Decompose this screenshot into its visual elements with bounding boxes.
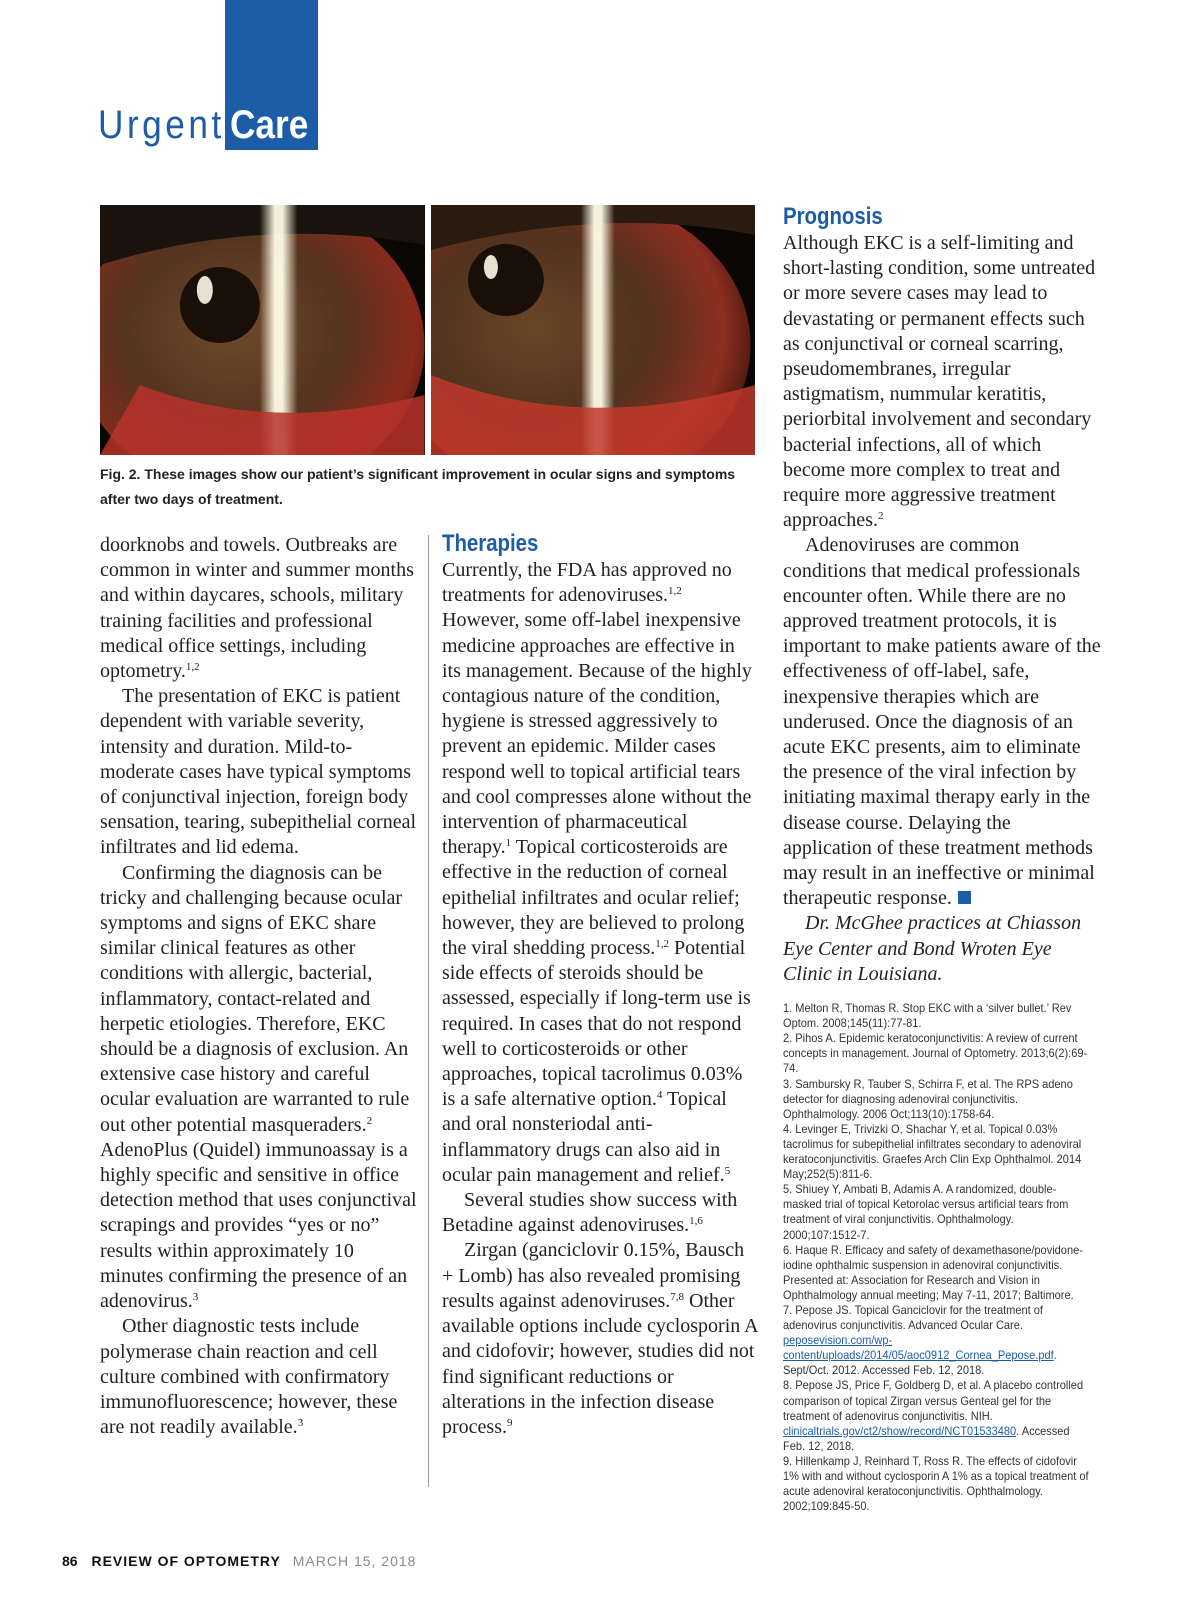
figure-eye-images <box>100 205 755 455</box>
citation: 1,2 <box>185 661 200 674</box>
text: Zirgan (ganciclovir 0.15%, Bausch + Lomb) has also revealed promising results against adenoviruses. <box>442 1239 745 1312</box>
issue-date: MARCH 15, 2018 <box>292 1553 417 1569</box>
paragraph: The presentation of EKC is patient dependent with variable severity, intensity and duration. Mild-to-moderate cases have typical symptoms of conjunctival injection, foreign body sensation, tearing, subepithelial corneal infiltrates and lid edema. <box>100 685 417 859</box>
heading-therapies: Therapies <box>442 530 539 557</box>
text: Confirming the diagnosis can be tricky and challenging because ocular symptoms and signs of EKC share similar clinical features as other conditions with allergic, bacterial, inflammatory, contact-related and herpetic etiologies. Therefore, EKC should be a diagnosis of exclusion. An extensive case history and careful ocular evaluation are warranted to rule out other potential masqueraders. <box>100 861 410 1136</box>
citation: 4 <box>656 1089 663 1102</box>
text: Potential side effects of steroids should be assessed, especially if long-term use is required. In cases that do not respond well to corticosteroids or other approaches, topical tacrolimus 0.03% is a safe alternative option. <box>442 937 751 1111</box>
text: Adenoviruses are common conditions that medical professionals encounter often. While there are no approved treatment protocols, it is important to make patients aware of the effectiveness of off-label, safe, inexpensive therapies which are underused. Once the diagnosis of an acute EKC presents, aim to eliminate the presence of the viral infection by initiating maximal therapy early in the disease course. Delaying the application of these treatment methods may result in an ineffective or minimal therapeutic response. <box>783 534 1101 910</box>
citation: 1,2 <box>668 585 682 598</box>
page-footer <box>62 1553 416 1569</box>
page-number: 86 <box>62 1553 78 1569</box>
text: Currently, the FDA has approved no treatments for adenoviruses. <box>442 559 732 607</box>
citation: 2 <box>366 1114 373 1127</box>
reference-item <box>783 1303 1089 1378</box>
paragraph <box>100 533 418 684</box>
citation: 1 <box>505 837 512 850</box>
magazine-name: REVIEW OF OPTOMETRY <box>91 1553 281 1569</box>
citation: 9 <box>506 1416 513 1429</box>
section-title-care: Care <box>230 103 309 147</box>
text: Although EKC is a self-limiting and short-lasting condition, some untreated or more severe cases may lead to devastating or permanent effects such as conjunctival or corneal scarring, pseudomembranes, irregular astigmatism, nummular keratitis, periorbital involvement and secondary bacterial infections, all of which become more complex to treat and require more aggressive treatment approaches. <box>783 232 1096 532</box>
reference-item: 9. Hillenkamp J, Reinhard T, Ross R. The effects of cidofovir 1% with and without cyclosporin A 1% as a topical treatment of acute adenoviral keratoconjunctivitis. Ophthalmology. 2002;109:845-50. <box>783 1453 1089 1514</box>
text: doorknobs and towels. Outbreaks are common in winter and summer months and within daycares, schools, military training facilities and professional medical office settings, including optometry. <box>100 534 414 683</box>
reference-item <box>783 1378 1089 1453</box>
reference-link[interactable]: clinicaltrials.gov/ct2/show/record/NCT01533480 <box>783 1423 1017 1438</box>
end-mark-icon <box>958 891 971 904</box>
citation: 1,6 <box>689 1215 703 1228</box>
reference-item: 5. Shiuey Y, Ambati B, Adamis A. A randomized, double-masked trial of topical Ketorolac versus artificial tears from treatment of viral conjunctivitis. Ophthalmology. 2000;107:1512-7. <box>783 1182 1069 1242</box>
reference-item: 3. Sambursky R, Tauber S, Schirra F, et al. The RPS adeno detector for diagnosing adenoviral conjunctivitis. Ophthalmology. 2006 Oct;113(10):1758-64. <box>783 1076 1073 1121</box>
citation: 7,8 <box>670 1290 685 1303</box>
paragraph <box>783 533 1103 911</box>
text: . Accessed Feb. 12, 2018. <box>783 1423 1070 1453</box>
citation: 5 <box>724 1164 731 1177</box>
reference-item: 2. Pihos A. Epidemic keratoconjunctivitis: A review of current concepts in management. Journal of Optometry. 2013;6(2):69-74. <box>783 1031 1088 1076</box>
reference-item: 6. Haque R. Efficacy and safety of dexamethasone/povidone-iodine ophthalmic suspension in adenoviral conjunctivitis. Presented at: Association for Research and Vision in Ophthalmology annual meeting; May 7-11, 2017; Baltimore. <box>783 1242 1083 1302</box>
paragraph <box>783 231 1103 533</box>
citation: 1,2 <box>655 938 670 951</box>
reference-link[interactable]: peposevision.com/wp-content/uploads/2014/05/aoc0912_Cornea_Pepose.pdf <box>783 1333 1054 1363</box>
text: Other diagnostic tests include polymerase chain reaction and cell culture combined with confirmatory immunofluorescence; however, these are not readily available. <box>100 1315 398 1439</box>
figure-caption: Fig. 2. These images show our patient’s significant improvement in ocular signs and symptoms after two days of treatment. <box>100 466 736 507</box>
reference-item: 4. Levinger E, Trivizki O, Shachar Y, et al. Topical 0.03% tacrolimus for subepithelial infiltrates secondary to adenoviral keratoconjunctivitis. Graefes Arch Clin Exp Ophthalmol. 2014 May;252(5):811-6. <box>783 1121 1082 1182</box>
text: 8. Pepose JS, Price F, Goldberg D, et al. A placebo controlled comparison of topical Zirgan versus Genteal gel for the treatment of adenovirus conjunctivitis. NIH. <box>783 1378 1084 1423</box>
eye-photo-left <box>100 205 425 455</box>
paragraph <box>442 558 758 1188</box>
paragraph <box>100 861 418 1315</box>
column-1 <box>100 533 418 1440</box>
text: . Sept/Oct. 2012. Accessed Feb. 12, 2018. <box>783 1348 1057 1378</box>
citation: 3 <box>192 1291 199 1304</box>
paragraph <box>442 1238 758 1440</box>
citation: 3 <box>297 1417 304 1430</box>
column-2 <box>442 530 758 1440</box>
section-title-urgent: Urgent <box>98 103 225 147</box>
references-list <box>783 1001 1089 1514</box>
heading-prognosis: Prognosis <box>783 203 883 230</box>
eye-photo-right <box>431 205 756 455</box>
text: Several studies show success with Betadine against adenoviruses. <box>442 1189 738 1237</box>
text: Topical and oral nonsteriodal anti-inflammatory drugs can also aid in ocular pain management and relief. <box>442 1088 727 1186</box>
text: 7. Pepose JS. Topical Ganciclovir for the treatment of adenovirus conjunctivitis. Advanced Ocular Care. <box>783 1302 1043 1333</box>
reference-item: 1. Melton R, Thomas R. Stop EKC with a ‘silver bullet.’ Rev Optom. 2008;145(11):77-81. <box>783 1001 1072 1031</box>
text: Other available options include cyclosporin A and cidofovir; however, studies did not find significant reductions or alterations in the infection disease process. <box>442 1289 758 1438</box>
column-divider <box>428 535 429 1487</box>
column-3 <box>783 203 1103 1514</box>
text: Topical corticosteroids are effective in the reduction of corneal epithelial infiltrates and ocular relief; however, they are believed to prolong the viral shedding process. <box>442 836 745 960</box>
author-bio: Dr. McGhee practices at Chiasson Eye Center and Bond Wroten Eye Clinic in Louisiana. <box>783 912 1082 985</box>
paragraph <box>100 1314 418 1440</box>
citation: 2 <box>877 510 884 523</box>
text: However, some off-label inexpensive medicine approaches are effective in its management. Because of the highly contagious nature of the condition, hygiene is stressed aggressively to prevent an epidemic. Milder cases respond well to topical artificial tears and cool compresses alone without the intervention of pharmaceutical therapy. <box>442 609 752 859</box>
paragraph <box>442 1188 758 1238</box>
text: AdenoPlus (Quidel) immunoassay is a highly specific and sensitive in office detection method that uses conjunctival scrapings and provides “yes or no” results within approximately 10 minutes confirming the presence of an adenovirus. <box>100 1138 417 1313</box>
